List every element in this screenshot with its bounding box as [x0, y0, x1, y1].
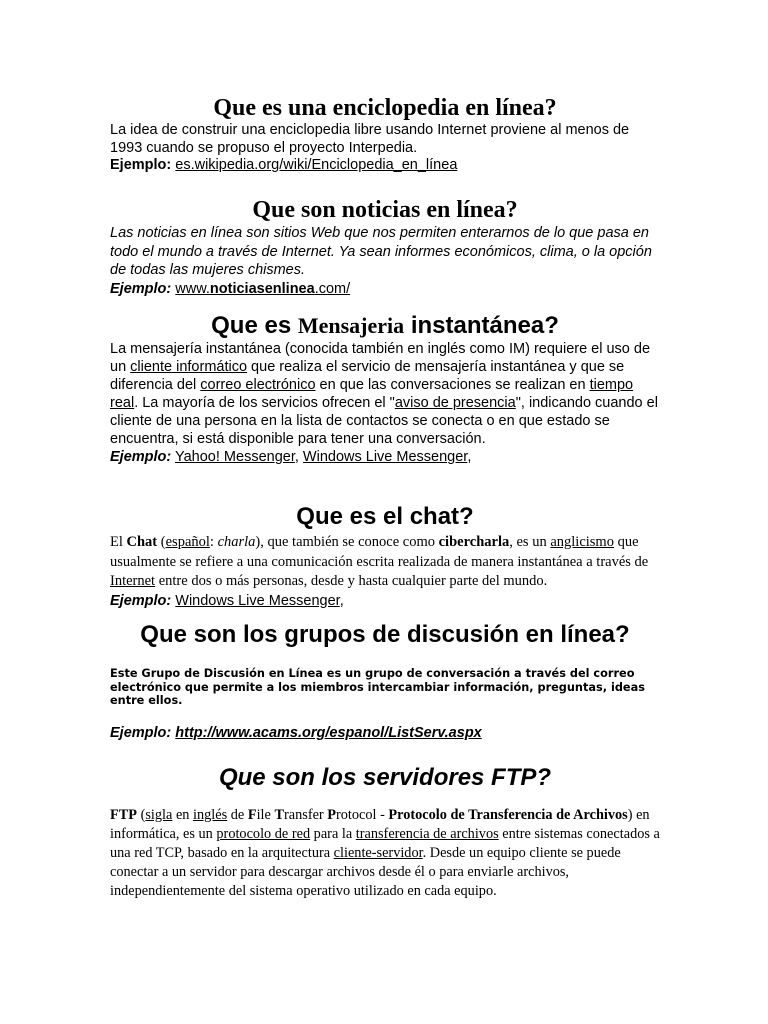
text-bold: F	[247, 807, 257, 823]
text-run: ,	[467, 449, 472, 465]
example-noticias	[110, 280, 660, 299]
text-run: . Desde un equipo cliente se puede conectar a un servidor para descargar archivos desde él o para enviarle archivos, independientemente del sistema operativo utilizado en cada equipo.	[110, 845, 621, 899]
example-label: Ejemplo:	[110, 280, 172, 297]
heading-enciclopedia: Que es una enciclopedia en línea?	[213, 95, 557, 121]
body-chat	[110, 533, 660, 592]
text-run: ,	[339, 592, 344, 609]
text-run: ,	[294, 449, 303, 465]
link-cliente-servidor[interactable]: cliente-servidor	[333, 845, 423, 861]
text-run: ", indicando cuando el cliente de una persona en la lista de contactos se conecta o en que estado se encuentra, si está disponible para tener una conversación.	[110, 395, 658, 447]
text-run: que realiza el servicio de mensajería instantánea y que se diferencia del	[110, 359, 625, 393]
heading-grupos: Que son los grupos de discusión en línea?	[140, 621, 630, 648]
example-mensajeria	[110, 448, 660, 466]
body-noticias-text: Las noticias en línea son sitios Web que nos permiten enterarnos de lo que pasa en todo el mundo a través de Internet. Ya sean informes económicos, clima, o la opción de todas las mujeres chismes.	[110, 225, 652, 278]
text-italic: charla	[217, 534, 256, 550]
section-enciclopedia	[110, 94, 660, 175]
section-mensajeria	[110, 311, 660, 466]
text-run: :	[209, 534, 218, 550]
body-mensajeria	[110, 340, 660, 448]
link-sigla[interactable]: sigla	[145, 807, 173, 823]
text-run: El	[110, 534, 127, 550]
heading-ftp: Que son los servidores FTP?	[218, 764, 552, 791]
link-part: .com/	[314, 280, 351, 297]
link-ingles[interactable]: inglés	[193, 807, 228, 823]
heading-chat: Que es el chat?	[296, 503, 474, 530]
example-link-noticias[interactable]	[175, 281, 350, 297]
link-espanol[interactable]: español	[165, 534, 210, 550]
section-chat	[110, 503, 660, 610]
body-noticias	[110, 224, 660, 280]
example-link-acams[interactable]: http://www.acams.org/espanol/ListServ.aspx	[175, 724, 482, 741]
text-bold: Chat	[126, 534, 158, 550]
heading-part: Mensajeria	[297, 313, 405, 338]
text-bold: P	[327, 807, 336, 823]
link-windows-live-messenger[interactable]: Windows Live Messenger	[302, 449, 468, 465]
text-run: que usualmente se refiere a una comunicación escrita realizada de manera instantánea a través de	[110, 534, 649, 570]
section-grupos	[110, 620, 660, 742]
example-label: Ejemplo:	[110, 449, 172, 465]
text-bold: Protocolo de Transferencia de Archivos	[388, 807, 628, 823]
link-internet[interactable]: Internet	[110, 573, 156, 589]
link-transferencia-de-archivos[interactable]: transferencia de archivos	[355, 826, 499, 842]
link-tiempo-real[interactable]: tiempo real	[110, 377, 634, 411]
heading-noticias: Que son noticias en línea?	[252, 197, 518, 223]
text-run: ile	[256, 807, 275, 823]
link-correo-electronico[interactable]: correo electrónico	[200, 377, 316, 393]
text-run: en	[172, 807, 194, 823]
example-enciclopedia	[110, 157, 660, 175]
text-run: de	[227, 807, 248, 823]
text-run: . La mayoría de los servicios ofrecen el "	[134, 395, 395, 411]
example-label: Ejemplo:	[110, 724, 172, 741]
example-label: Ejemplo:	[110, 157, 172, 173]
text-bold: FTP	[110, 807, 138, 823]
text-run: (	[137, 807, 146, 823]
link-part-bold: noticiasenlinea	[209, 280, 315, 297]
text-bold: cibercharla	[438, 534, 510, 550]
text-run: La mensajería instantánea (conocida también en inglés como IM) requiere el uso de un	[110, 341, 651, 375]
link-part: www.	[175, 280, 210, 297]
example-label: Ejemplo:	[110, 592, 172, 609]
link-aviso-de-presencia[interactable]: aviso de presencia	[394, 395, 516, 411]
link-windows-live-messenger[interactable]: Windows Live Messenger	[175, 592, 340, 609]
text-run: entre sistemas conectados a una red TCP, basado en la arquitectura	[110, 826, 660, 861]
link-cliente-informatico[interactable]: cliente informático	[130, 359, 248, 375]
body-ftp	[110, 806, 660, 901]
text-run: ) en informática, es un	[110, 807, 650, 842]
body-grupos: Este Grupo de Discusión en Línea es un grupo de conversación a través del correo electrónico que permite a los miembros intercambiar información, preguntas, ideas entre ellos.	[110, 667, 645, 707]
link-yahoo-messenger[interactable]: Yahoo! Messenger	[175, 449, 295, 465]
example-link-wikipedia[interactable]: es.wikipedia.org/wiki/Enciclopedia_en_línea	[175, 157, 458, 173]
text-bold: T	[274, 807, 284, 823]
example-chat	[110, 592, 660, 610]
text-run: para la	[310, 826, 356, 842]
text-run: (	[157, 534, 166, 550]
body-enciclopedia: La idea de construir una enciclopedia libre usando Internet proviene al menos de 1993 cuando se propuso el proyecto Interpedia.	[110, 122, 630, 156]
heading-part: Que es	[211, 312, 292, 339]
heading-mensajeria	[110, 311, 660, 340]
example-grupos	[110, 724, 660, 742]
link-anglicismo[interactable]: anglicismo	[550, 534, 614, 550]
section-ftp	[110, 762, 660, 901]
section-noticias	[110, 196, 660, 298]
link-protocolo-de-red[interactable]: protocolo de red	[216, 826, 311, 842]
text-run: rotocol -	[336, 807, 389, 823]
text-run: en que las conversaciones se realizan en	[315, 377, 590, 393]
text-run: entre dos o más personas, desde y hasta cualquier parte del mundo.	[155, 573, 548, 589]
text-run: , es un	[509, 534, 551, 550]
text-run: ransfer	[284, 807, 328, 823]
text-run: ), que también se conoce como	[255, 534, 439, 550]
heading-part: instantánea?	[410, 312, 559, 339]
